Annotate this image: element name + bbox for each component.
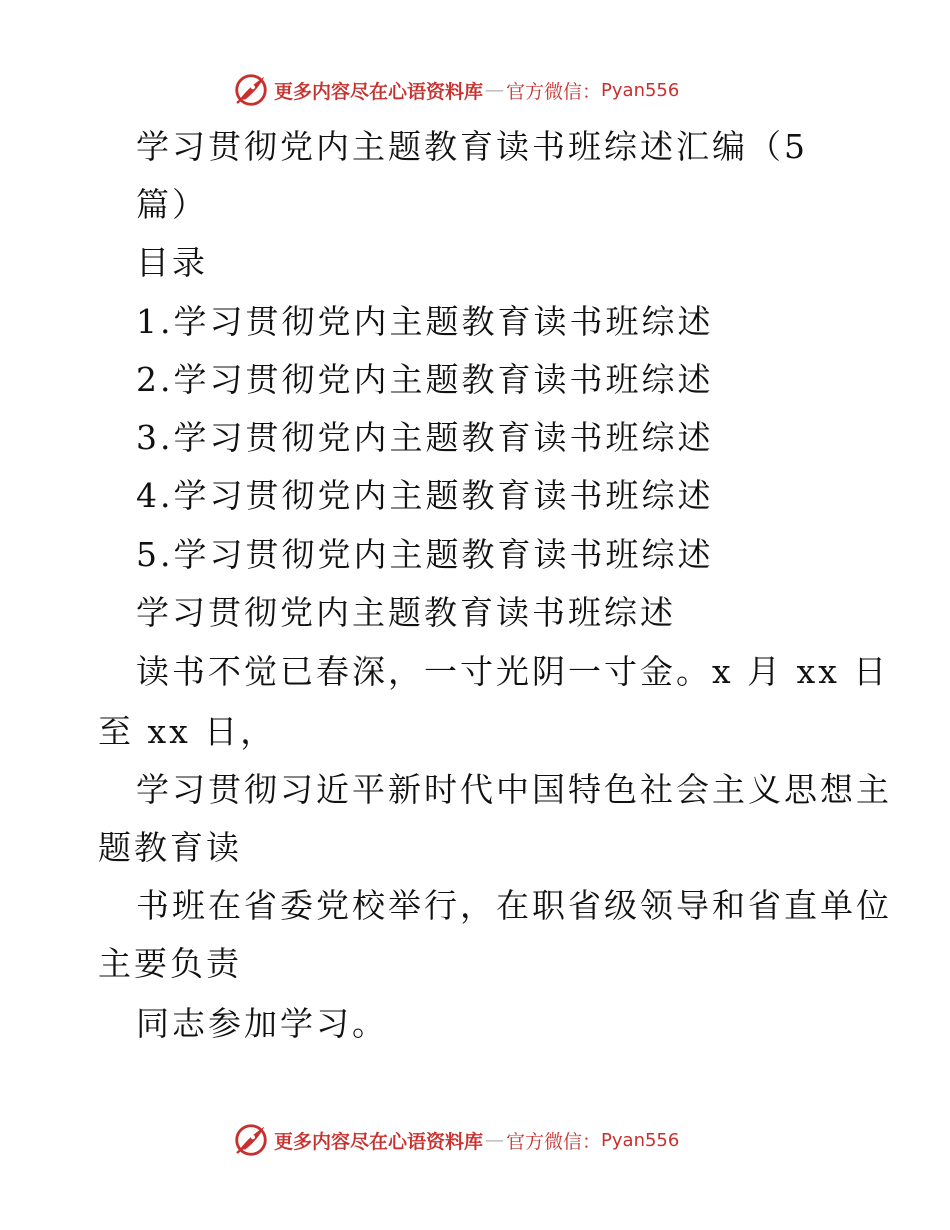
- toc-item: 5.学习贯彻党内主题教育读书班综述: [136, 535, 714, 574]
- body-line: 书班在省委党校举行，在职省级领导和省直单位: [136, 886, 892, 925]
- pen-nib-logo-icon: [232, 71, 270, 109]
- header-watermark: [232, 70, 679, 110]
- body-line: 题教育读: [98, 828, 242, 867]
- document-title-line2: 篇）: [136, 185, 208, 224]
- toc-heading: 目录: [136, 243, 208, 282]
- toc-item: 1.学习贯彻党内主题教育读书班综述: [136, 302, 714, 341]
- watermark-text: 更多内容尽在心语资料库: [274, 80, 484, 103]
- watermark-dash: —: [485, 79, 505, 101]
- pen-nib-logo-icon: [232, 1121, 270, 1159]
- toc-item: 3.学习贯彻党内主题教育读书班综述: [136, 418, 714, 457]
- footer-watermark: [232, 1120, 679, 1160]
- watermark-dash: —: [485, 1129, 505, 1151]
- section-heading: 学习贯彻党内主题教育读书班综述: [136, 593, 676, 632]
- toc-item: 2.学习贯彻党内主题教育读书班综述: [136, 360, 714, 399]
- watermark-wechat-id: Pyan556: [601, 79, 680, 101]
- body-line: 主要负责: [98, 944, 242, 983]
- body-line: 至 xx 日，: [98, 712, 277, 751]
- watermark-text: 更多内容尽在心语资料库: [274, 1130, 484, 1153]
- body-line: 学习贯彻习近平新时代中国特色社会主义思想主: [136, 770, 892, 809]
- toc-item: 4.学习贯彻党内主题教育读书班综述: [136, 476, 714, 515]
- watermark-wechat-label: 官方微信：: [506, 1130, 602, 1153]
- watermark-wechat-label: 官方微信：: [506, 80, 602, 103]
- document-title-line1: 学习贯彻党内主题教育读书班综述汇编（5: [136, 127, 808, 166]
- watermark-wechat-id: Pyan556: [601, 1129, 680, 1151]
- body-line: 读书不觉已春深，一寸光阴一寸金。x 月 xx 日: [136, 652, 890, 691]
- body-line: 同志参加学习。: [136, 1004, 388, 1043]
